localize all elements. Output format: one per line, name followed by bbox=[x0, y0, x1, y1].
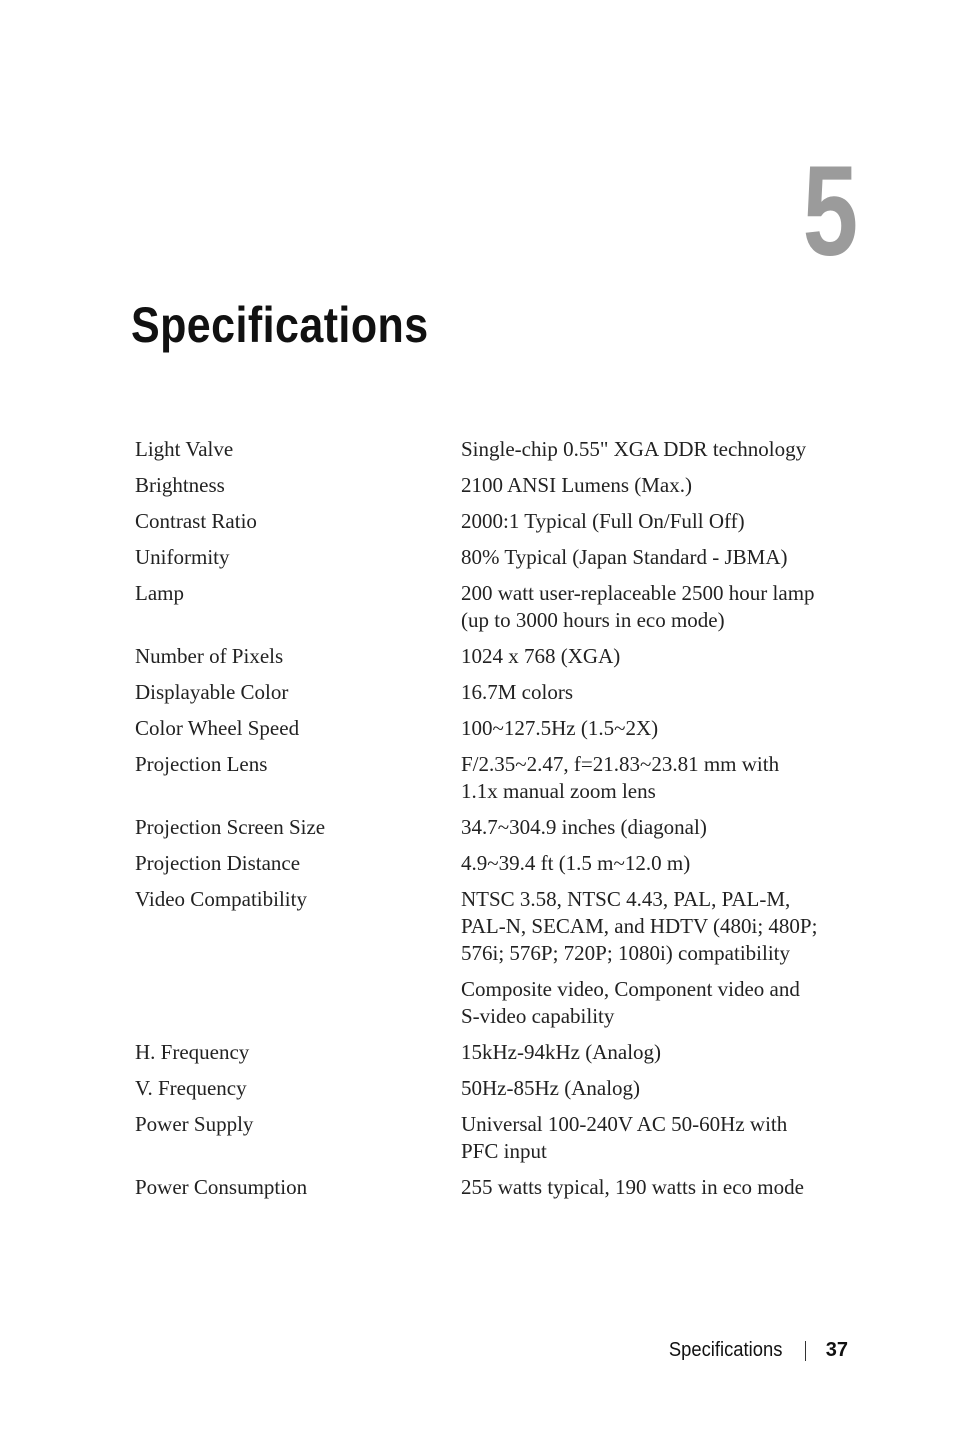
spec-value: 200 watt user-replaceable 2500 hour lamp (up to 3000 hours in eco mode) bbox=[461, 581, 815, 632]
spec-row bbox=[135, 580, 825, 634]
spec-row bbox=[135, 643, 825, 670]
spec-value: 15kHz-94kHz (Analog) bbox=[461, 1040, 662, 1064]
spec-label: Lamp bbox=[135, 581, 184, 605]
page-number: 37 bbox=[825, 1339, 848, 1361]
spec-value: 16.7M colors bbox=[461, 680, 573, 704]
spec-value: 100~127.5Hz (1.5~2X) bbox=[461, 716, 659, 740]
spec-value: 50Hz-85Hz (Analog) bbox=[461, 1076, 641, 1100]
spec-value: Composite video, Component video and S-video capability bbox=[461, 977, 800, 1028]
spec-label: Contrast Ratio bbox=[135, 509, 257, 533]
spec-row bbox=[135, 508, 825, 535]
spec-row bbox=[135, 1174, 825, 1201]
spec-label: Power Supply bbox=[135, 1112, 254, 1136]
spec-value: 80% Typical (Japan Standard - JBMA) bbox=[461, 545, 788, 569]
spec-row bbox=[135, 544, 825, 571]
spec-label: Color Wheel Speed bbox=[135, 716, 300, 740]
spec-label: Projection Distance bbox=[135, 851, 301, 875]
spec-label: Brightness bbox=[135, 473, 225, 497]
spec-label: Displayable Color bbox=[135, 680, 289, 704]
spec-row bbox=[135, 436, 825, 463]
spec-row bbox=[135, 715, 825, 742]
spec-value: 255 watts typical, 190 watts in eco mode bbox=[461, 1175, 804, 1199]
spec-row bbox=[135, 1039, 825, 1066]
spec-value: 34.7~304.9 inches (diagonal) bbox=[461, 815, 707, 839]
spec-value: Single-chip 0.55" XGA DDR technology bbox=[461, 437, 807, 461]
page-footer bbox=[659, 1339, 848, 1362]
spec-label: Light Valve bbox=[135, 437, 234, 461]
page-title: Specifications bbox=[131, 297, 429, 353]
spec-row bbox=[135, 1075, 825, 1102]
spec-value: 4.9~39.4 ft (1.5 m~12.0 m) bbox=[461, 851, 691, 875]
spec-label: H. Frequency bbox=[135, 1040, 250, 1064]
spec-value: F/2.35~2.47, f=21.83~23.81 mm with 1.1x manual zoom lens bbox=[461, 752, 780, 803]
spec-label bbox=[135, 976, 461, 1030]
spec-value: 2000:1 Typical (Full On/Full Off) bbox=[461, 509, 745, 533]
spec-row bbox=[135, 850, 825, 877]
chapter-number: 5 bbox=[802, 140, 858, 283]
spec-label: Projection Screen Size bbox=[135, 815, 326, 839]
spec-label: Number of Pixels bbox=[135, 644, 284, 668]
spec-label: Projection Lens bbox=[135, 752, 268, 776]
spec-value: 1024 x 768 (XGA) bbox=[461, 644, 621, 668]
spec-row bbox=[135, 886, 825, 967]
spec-label: Video Compatibility bbox=[135, 887, 307, 911]
spec-label: Power Consumption bbox=[135, 1175, 308, 1199]
spec-label: Uniformity bbox=[135, 545, 230, 569]
spec-row bbox=[135, 976, 825, 1030]
spec-value: Universal 100-240V AC 50-60Hz with PFC input bbox=[461, 1112, 788, 1163]
spec-value: 2100 ANSI Lumens (Max.) bbox=[461, 473, 692, 497]
spec-row bbox=[135, 751, 825, 805]
spec-label: V. Frequency bbox=[135, 1076, 247, 1100]
spec-value: NTSC 3.58, NTSC 4.43, PAL, PAL-M, PAL-N, SECAM, and HDTV (480i; 480P; 576i; 576P; 720P; 1080i) compatibility bbox=[461, 887, 818, 965]
spec-table bbox=[135, 436, 825, 1210]
spec-row bbox=[135, 814, 825, 841]
spec-row bbox=[135, 1111, 825, 1165]
footer-divider bbox=[805, 1341, 806, 1361]
spec-row bbox=[135, 679, 825, 706]
footer-section-label: Specifications bbox=[669, 1339, 783, 1361]
spec-row bbox=[135, 472, 825, 499]
